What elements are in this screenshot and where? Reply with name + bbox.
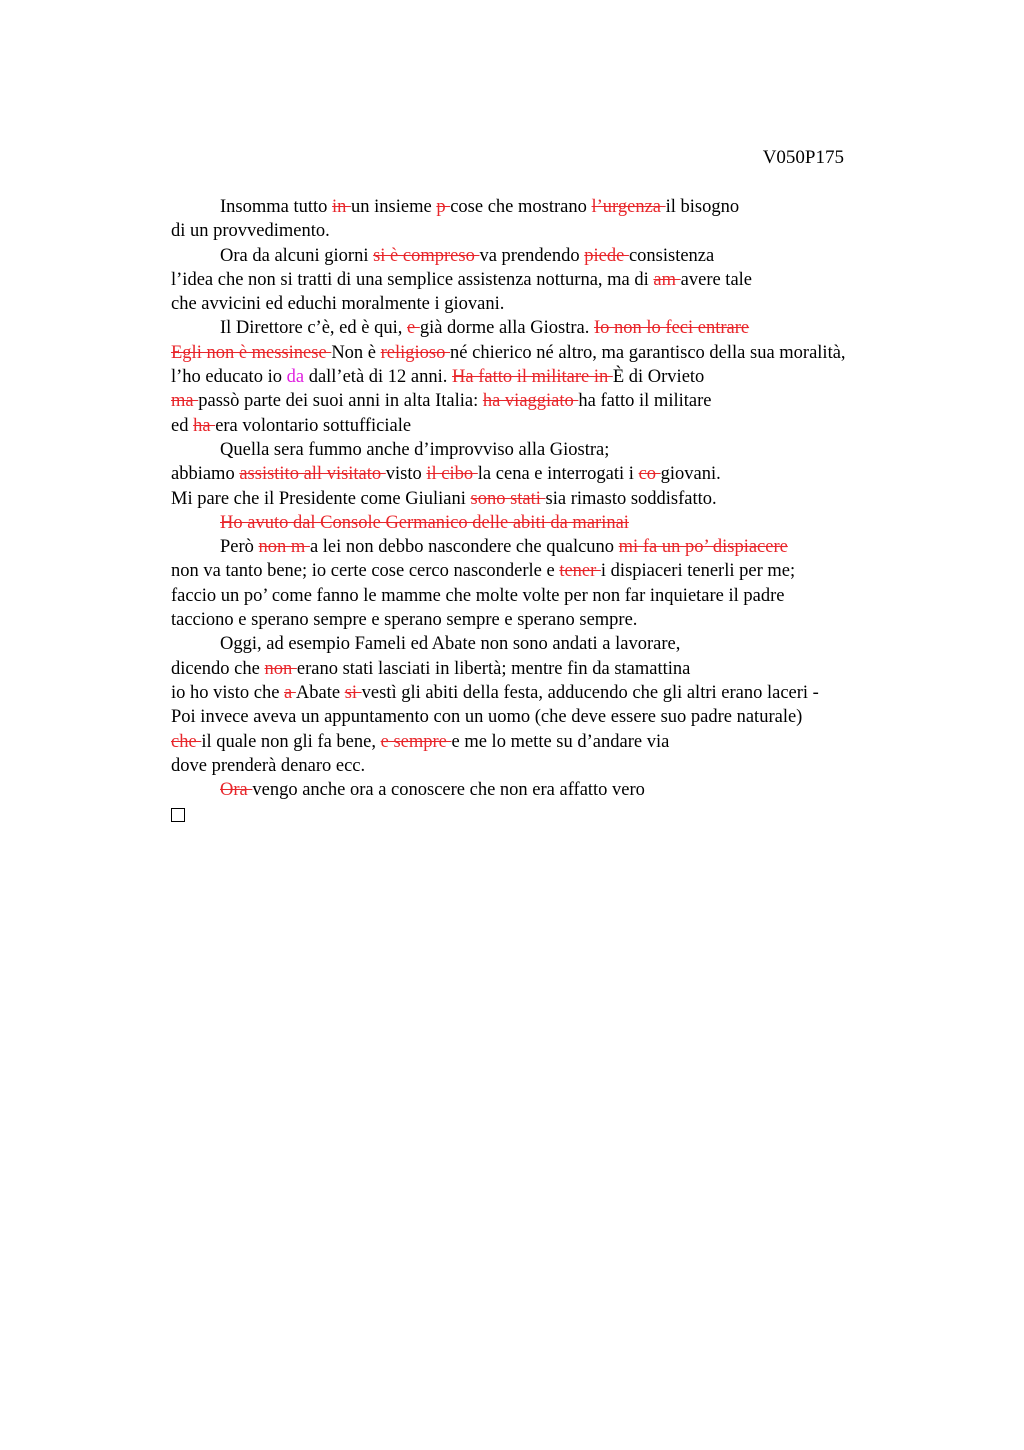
text-segment: abbiamo [171, 464, 240, 485]
deleted-text: Io non lo feci entrare [593, 318, 750, 339]
deleted-text: non m [258, 537, 310, 558]
text-segment: Mi pare che il Presidente come Giuliani [171, 488, 471, 509]
deleted-text: tener [559, 561, 601, 582]
text-segment: ha fatto il militare [578, 391, 712, 412]
text-line [171, 292, 891, 316]
deleted-text: e [406, 318, 420, 339]
text-segment: faccio un po’ come fanno le mamme che molte volte per non far inquietare il padre [171, 585, 785, 606]
text-segment: Il Direttore c’è, ed è qui, [220, 318, 407, 339]
deleted-text: si [344, 682, 362, 703]
text-segment: l’idea che non si tratti di una semplice assistenza notturna, ma di [171, 269, 654, 290]
text-segment: non va tanto bene; io certe cose cerco nasconderle e [171, 561, 560, 582]
text-segment: Quella sera fummo anche d’improvviso alla Giostra; [220, 439, 610, 460]
text-line [171, 487, 891, 511]
text-segment: che avvicini ed educhi moralmente i giovani. [171, 294, 505, 315]
text-line [171, 705, 891, 729]
text-segment: ed [171, 415, 194, 436]
deleted-text: che [171, 731, 202, 752]
text-line [171, 389, 891, 413]
deleted-text: l’urgenza [591, 197, 666, 217]
deleted-text: ha [193, 415, 216, 436]
deleted-text: e sempre [380, 731, 452, 752]
text-line [171, 608, 891, 632]
deleted-text: non [264, 658, 297, 679]
text-line [171, 511, 891, 535]
deleted-text: p [436, 197, 451, 217]
text-segment: visto [385, 464, 427, 485]
deleted-text: si è compreso [373, 245, 480, 266]
deleted-text: Ho avuto dal Console Germanico delle abiti da marinai [220, 512, 629, 533]
text-line [171, 730, 891, 754]
text-segment: Poi invece aveva un appuntamento con un uomo (che deve essere suo padre naturale) [171, 707, 803, 728]
text-segment: dove prenderà denaro ecc. [171, 755, 366, 776]
text-segment: di un provvedimento. [171, 221, 330, 242]
deleted-text: ma [171, 391, 199, 412]
text-segment: erano stati lasciati in libertà; mentre fin da stamattina [296, 658, 691, 679]
text-segment: Oggi, ad esempio Fameli ed Abate non sono andati a lavorare, [220, 634, 681, 655]
deleted-text: a [284, 682, 296, 703]
deleted-text: assistito all visitato [239, 464, 386, 485]
text-line [171, 219, 891, 243]
text-segment: avere tale [680, 269, 753, 290]
text-segment: a lei non debbo nascondere che qualcuno [309, 537, 619, 558]
deleted-text: ha viaggiato [482, 391, 579, 412]
text-segment: passò parte dei suoi anni in alta Italia: [198, 391, 483, 412]
text-segment: sia rimasto soddisfatto. [545, 488, 717, 509]
text-line [171, 195, 891, 219]
inserted-text: da [286, 367, 305, 388]
text-segment: Non è [331, 342, 381, 363]
text-segment: Ora da alcuni giorni [220, 245, 374, 266]
text-line [171, 316, 891, 340]
end-marker-line [171, 802, 891, 826]
text-line [171, 681, 891, 705]
deleted-text: Egli non è messinese [171, 342, 332, 363]
text-line [171, 535, 891, 559]
text-segment: Abate [295, 682, 345, 703]
text-line [171, 438, 891, 462]
text-segment: il quale non gli fa bene, [201, 731, 381, 752]
text-line [171, 365, 891, 389]
text-segment: i dispiaceri tenerli per me; [600, 561, 796, 582]
text-segment: consistenza [628, 245, 715, 266]
text-line [171, 584, 891, 608]
deleted-text: am [653, 269, 681, 290]
deleted-text: Ha fatto il militare in [452, 367, 613, 388]
deleted-text: mi fa un po’ dispiacere [618, 537, 788, 558]
text-segment: tacciono e sperano sempre e sperano sempre e sperano sempre. [171, 610, 638, 631]
page-identifier: V050P175 [762, 147, 844, 168]
text-line [171, 778, 891, 802]
text-segment: io ho visto che [171, 682, 285, 703]
text-segment: un insieme [351, 197, 437, 217]
text-line [171, 268, 891, 292]
text-segment: e me lo mette su d’andare via [451, 731, 670, 752]
text-line [171, 632, 891, 656]
deleted-text: in [332, 197, 352, 217]
deleted-text: il cibo [426, 464, 478, 485]
text-segment: dicendo che [171, 658, 265, 679]
deleted-text: Ora [220, 780, 253, 801]
text-segment: era volontario sottufficiale [215, 415, 412, 436]
deleted-text: sono stati [470, 488, 546, 509]
text-segment: Insomma tutto [220, 197, 333, 217]
text-segment: dall’età di 12 anni. [304, 367, 453, 388]
text-segment: cose che mostrano [450, 197, 592, 217]
text-line [171, 559, 891, 583]
text-segment: va prendendo [479, 245, 585, 266]
end-of-page-box-icon [171, 808, 185, 822]
text-segment: l’ho educato io [171, 367, 287, 388]
deleted-text: religioso [380, 342, 451, 363]
text-segment: Però [220, 537, 259, 558]
deleted-text: co [638, 464, 661, 485]
text-segment: già dorme alla Giostra. [419, 318, 594, 339]
deleted-text: piede [584, 245, 629, 266]
text-segment: né chierico né altro, ma garantisco della sua moralità, [450, 342, 846, 363]
text-segment: giovani. [660, 464, 721, 485]
letter-body [171, 195, 891, 827]
text-segment: il bisogno [665, 197, 740, 217]
text-line [171, 341, 891, 365]
text-segment: È di Orvieto [612, 367, 705, 388]
text-segment: vestì gli abiti della festa, adducendo che gli altri erano laceri - [361, 682, 819, 703]
text-line [171, 244, 891, 268]
text-segment: la cena e interrogati i [477, 464, 639, 485]
text-line [171, 657, 891, 681]
text-line [171, 462, 891, 486]
text-segment: vengo anche ora a conoscere che non era affatto vero [252, 780, 645, 801]
text-line [171, 754, 891, 778]
text-line [171, 414, 891, 438]
